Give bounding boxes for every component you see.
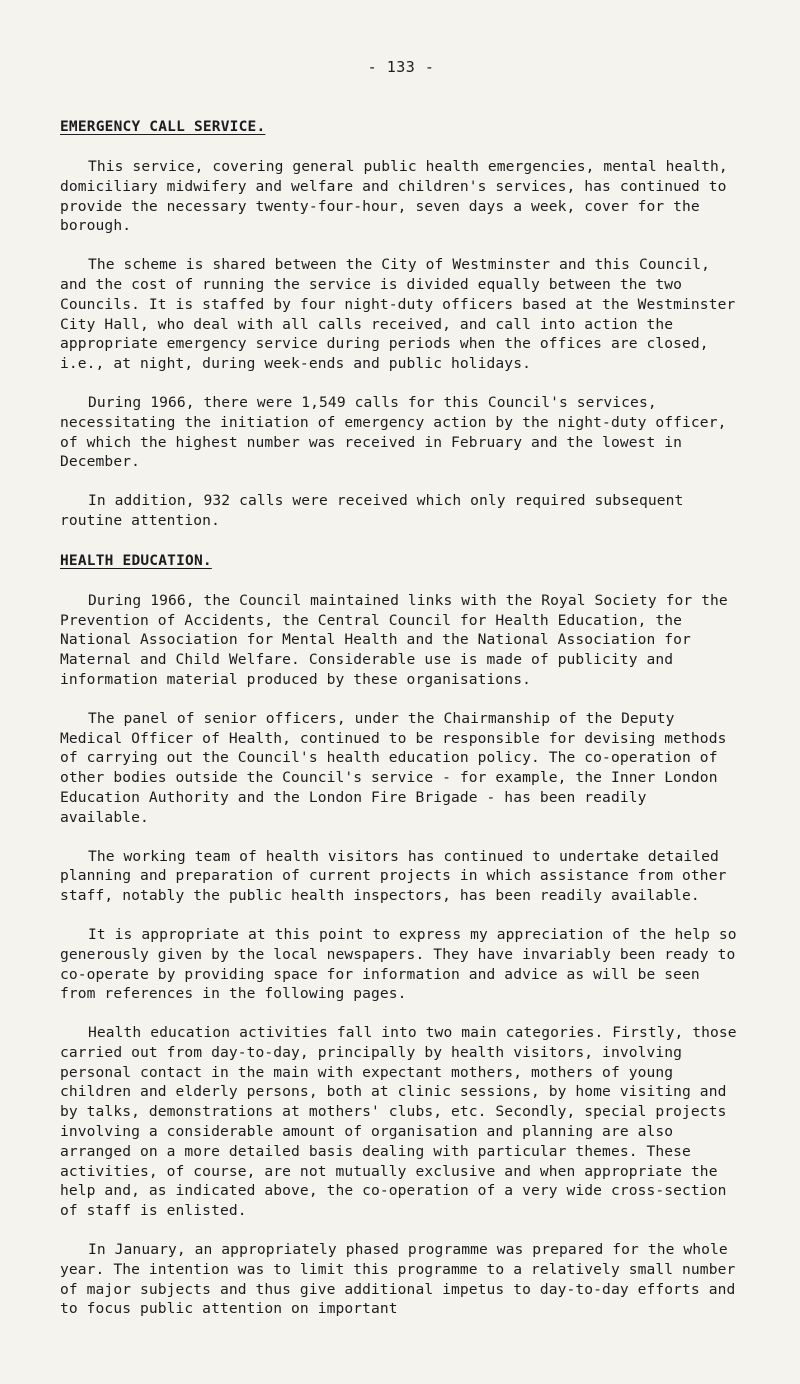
section-emergency-call-service xyxy=(60,116,742,157)
section-heading: EMERGENCY CALL SERVICE. xyxy=(60,119,266,135)
paragraph: The panel of senior officers, under the Chairmanship of the Deputy Medical Officer of Health, continued to be responsible for devising methods of carrying out the Council's health education policy. The co-operation of other bodies outside the Council's service - for example, the Inner London Education Authority and the London Fire Brigade - has been readily available. xyxy=(60,709,727,826)
page-number: - 133 - xyxy=(367,58,435,76)
paragraph: During 1966, the Council maintained links with the Royal Society for the Prevention of Accidents, the Central Council for Health Education, the National Association for Mental Health and the National Association for Maternal and Child Welfare. Considerable use is made of publicity and information material produced by these organisations. xyxy=(60,591,728,688)
paragraph: The scheme is shared between the City of Westminster and this Council, and the cost of running the service is divided equally between the two Councils. It is staffed by four night-duty officers based at the Westminster City Hall, who deal with all calls received, and call into action the appropriate emergency service during periods when the offices are closed, i.e., at night, during week-ends and public holidays. xyxy=(60,256,736,373)
paragraph: This service, covering general public health emergencies, mental health, domiciliary midwifery and welfare and children's services, has continued to provide the necessary twenty-four-hour, seven days a week, cover for the borough. xyxy=(60,158,728,235)
paragraph: In addition, 932 calls were received which only required subsequent routine attention. xyxy=(60,492,684,529)
paragraph: During 1966, there were 1,549 calls for this Council's services, necessitating the initiation of emergency action by the night-duty officer, of which the highest number was received in February and the lowest in December. xyxy=(60,393,727,471)
paragraph: In January, an appropriately phased programme was prepared for the whole year. The intention was to limit this programme to a relatively small number of major subjects and thus give additional impetus to day-to-day efforts and to focus public attention on important xyxy=(60,1241,736,1318)
paragraph: Health education activities fall into two main categories. Firstly, those carried out from day-to-day, principally by health visitors, involving personal contact in the main with expectant mothers, mothers of young children and elderly persons, both at clinic sessions, by home visiting and by talks, demonstrations at mothers' clubs, etc. Secondly, special projects involving a considerable amount of organisation and planning are also arranged on a more detailed basis dealing with particular themes. These activities, of course, are not mutually exclusive and when appropriate the help and, as indicated above, the co-operation of a very wide cross-section of staff is enlisted. xyxy=(60,1024,737,1220)
paragraph: It is appropriate at this point to express my appreciation of the help so generously given by the local newspapers. They have invariably been ready to co-operate by providing space for information and advice as will be seen from references in the following pages. xyxy=(60,925,737,1003)
section-health-education xyxy=(60,550,742,591)
paragraph: The working team of health visitors has continued to undertake detailed planning and preparation of current projects in which assistance from other staff, notably the public health inspectors, has been readily available. xyxy=(60,847,727,905)
section-heading: HEALTH EDUCATION. xyxy=(60,552,212,569)
